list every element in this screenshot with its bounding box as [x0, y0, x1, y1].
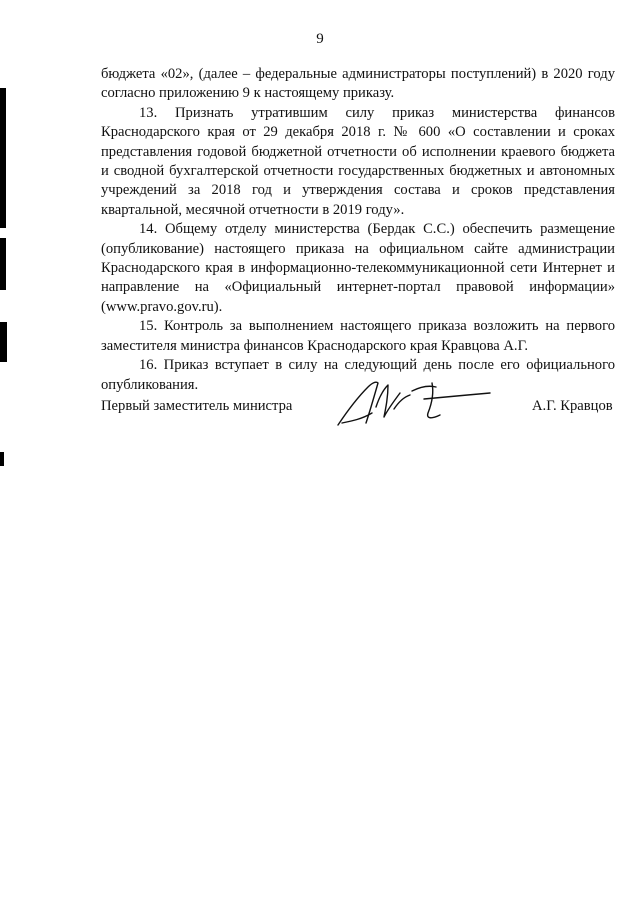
paragraph-continuation: бюджета «02», (далее – федеральные администраторы поступлений) в 2020 году согласно приложению 9 к настоящему приказу.: [101, 66, 615, 102]
signatory-title: Первый заместитель министра: [101, 398, 293, 414]
scan-edge-mark-1: [0, 88, 6, 228]
document-body: [101, 65, 615, 395]
page-number: 9: [316, 31, 324, 47]
paragraph-16: 16. Приказ вступает в силу на следующий день после его официального опубликования.: [101, 357, 615, 393]
scan-edge-mark-3: [0, 322, 7, 362]
handwritten-signature: [328, 373, 498, 435]
paragraph-13: 13. Признать утратившим силу приказ министерства финансов Краснодарского края от 29 декабря 2018 г. № 600 «О составлении и сроках представления годовой бюджетной отчетности об исполнении краевого бюджета и сводной бухгалтерской отчетности государственных бюджетных и автономных учреждений за 2018 год и утверждения состава и сроков представления квартальной, месячной отчетности в 2019 году».: [101, 104, 615, 218]
scan-edge-mark-2: [0, 238, 6, 290]
signatory-name: А.Г. Кравцов: [532, 398, 613, 414]
scan-edge-mark-4: [0, 452, 4, 466]
paragraph-14: 14. Общему отделу министерства (Бердак С.С.) обеспечить размещение (опубликование) настоящего приказа на официальном сайте администрации Краснодарского края в информационно-телекоммуникационной сети Интернет и направление на «Официальный интернет-портал правовой информации» (www.pravo.gov.ru).: [101, 221, 615, 315]
paragraph-15: 15. Контроль за выполнением настоящего приказа возложить на первого заместителя министра финансов Краснодарского края Кравцова А.Г.: [101, 318, 615, 354]
